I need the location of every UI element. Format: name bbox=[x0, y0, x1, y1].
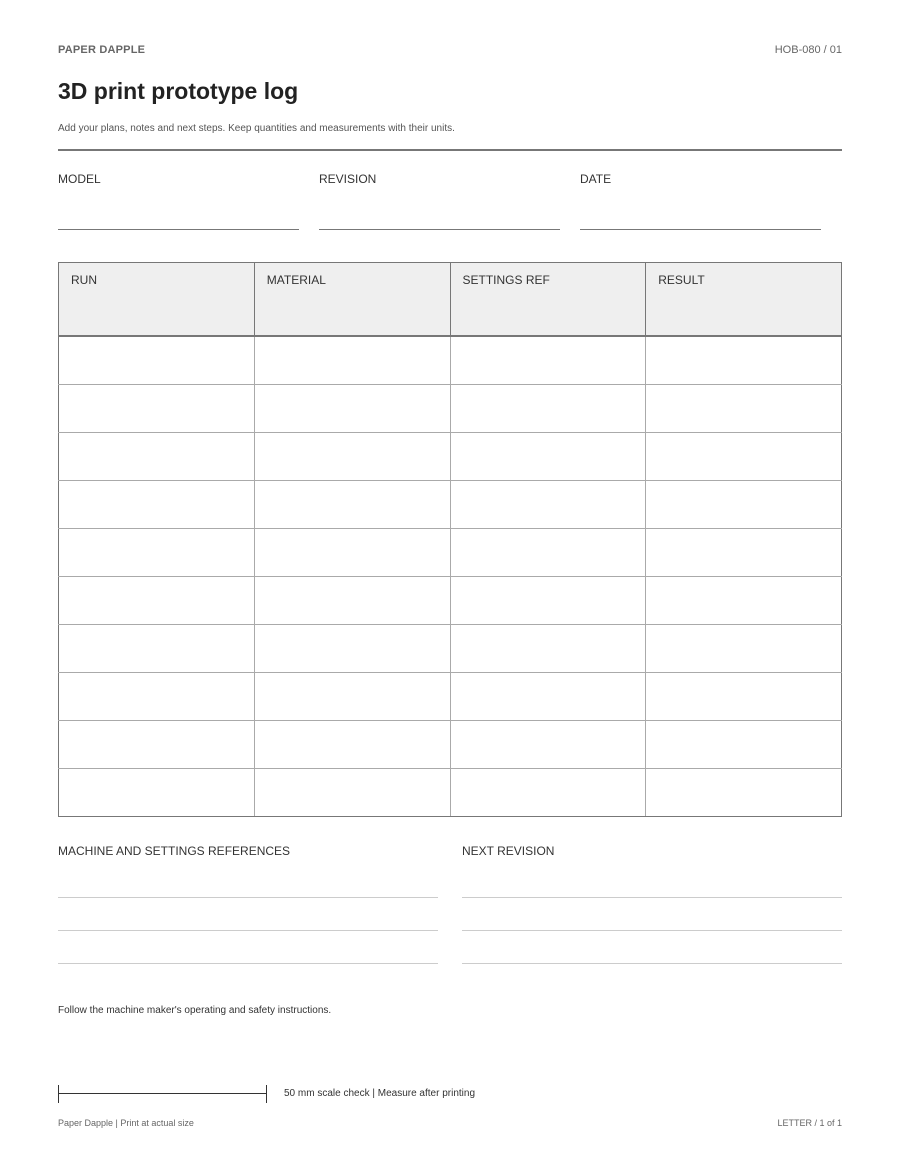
cell-material[interactable] bbox=[254, 481, 450, 529]
cell-run[interactable] bbox=[59, 577, 255, 625]
cell-material[interactable] bbox=[254, 529, 450, 577]
scale-bar-end-tick bbox=[266, 1085, 267, 1103]
model-label: MODEL bbox=[58, 172, 101, 186]
cell-result[interactable] bbox=[646, 673, 842, 721]
next-revision-line[interactable] bbox=[462, 930, 842, 931]
cell-result[interactable] bbox=[646, 529, 842, 577]
brand-name: PAPER DAPPLE bbox=[58, 44, 146, 56]
model-field[interactable] bbox=[58, 229, 299, 230]
date-label: DATE bbox=[580, 172, 612, 186]
footer-left: Paper Dapple | Print at actual size bbox=[58, 1118, 194, 1128]
table-body bbox=[59, 336, 842, 817]
cell-run[interactable] bbox=[59, 481, 255, 529]
cell-material[interactable] bbox=[254, 769, 450, 817]
cell-settings-ref[interactable] bbox=[450, 385, 646, 433]
safety-notice: Follow the machine maker's operating and safety instructions. bbox=[58, 1005, 332, 1016]
page-subtitle: Add your plans, notes and next steps. Keep quantities and measurements with their units. bbox=[58, 123, 455, 134]
cell-run[interactable] bbox=[59, 625, 255, 673]
revision-field[interactable] bbox=[319, 229, 560, 230]
cell-settings-ref[interactable] bbox=[450, 721, 646, 769]
machine-references-line[interactable] bbox=[58, 930, 438, 931]
cell-material[interactable] bbox=[254, 721, 450, 769]
next-revision-line[interactable] bbox=[462, 897, 842, 898]
header-divider bbox=[58, 149, 842, 151]
prototype-log-table bbox=[58, 262, 842, 817]
column-header-material: MATERIAL bbox=[254, 263, 450, 337]
table-row bbox=[59, 769, 842, 817]
cell-run[interactable] bbox=[59, 529, 255, 577]
table-row bbox=[59, 577, 842, 625]
machine-references-label: MACHINE AND SETTINGS REFERENCES bbox=[58, 844, 291, 858]
column-header-run: RUN bbox=[59, 263, 255, 337]
cell-material[interactable] bbox=[254, 625, 450, 673]
cell-run[interactable] bbox=[59, 336, 255, 385]
machine-references-line[interactable] bbox=[58, 963, 438, 964]
footer-right: LETTER / 1 of 1 bbox=[777, 1118, 842, 1128]
table-row bbox=[59, 673, 842, 721]
machine-references-line[interactable] bbox=[58, 897, 438, 898]
cell-run[interactable] bbox=[59, 721, 255, 769]
scale-bar-start-tick bbox=[58, 1085, 59, 1103]
cell-run[interactable] bbox=[59, 673, 255, 721]
cell-settings-ref[interactable] bbox=[450, 769, 646, 817]
table-row bbox=[59, 529, 842, 577]
cell-material[interactable] bbox=[254, 385, 450, 433]
cell-result[interactable] bbox=[646, 385, 842, 433]
cell-run[interactable] bbox=[59, 433, 255, 481]
cell-result[interactable] bbox=[646, 769, 842, 817]
column-header-settings-ref: SETTINGS REF bbox=[450, 263, 646, 337]
document-id: HOB-080 / 01 bbox=[774, 44, 842, 56]
cell-settings-ref[interactable] bbox=[450, 577, 646, 625]
cell-result[interactable] bbox=[646, 336, 842, 385]
revision-label: REVISION bbox=[319, 172, 377, 186]
next-revision-label: NEXT REVISION bbox=[462, 844, 555, 858]
cell-result[interactable] bbox=[646, 481, 842, 529]
cell-settings-ref[interactable] bbox=[450, 336, 646, 385]
cell-run[interactable] bbox=[59, 769, 255, 817]
cell-material[interactable] bbox=[254, 336, 450, 385]
cell-settings-ref[interactable] bbox=[450, 529, 646, 577]
cell-material[interactable] bbox=[254, 673, 450, 721]
table-row bbox=[59, 336, 842, 385]
page-title: 3D print prototype log bbox=[58, 78, 299, 104]
table-header-row bbox=[59, 263, 842, 337]
cell-result[interactable] bbox=[646, 625, 842, 673]
table-row bbox=[59, 481, 842, 529]
table-row bbox=[59, 625, 842, 673]
cell-result[interactable] bbox=[646, 433, 842, 481]
column-header-result: RESULT bbox=[646, 263, 842, 337]
date-field[interactable] bbox=[580, 229, 821, 230]
cell-material[interactable] bbox=[254, 577, 450, 625]
next-revision-line[interactable] bbox=[462, 963, 842, 964]
cell-settings-ref[interactable] bbox=[450, 481, 646, 529]
cell-settings-ref[interactable] bbox=[450, 433, 646, 481]
scale-check-label: 50 mm scale check | Measure after printing bbox=[284, 1088, 476, 1099]
scale-bar bbox=[58, 1093, 267, 1094]
table-row bbox=[59, 385, 842, 433]
cell-settings-ref[interactable] bbox=[450, 625, 646, 673]
cell-material[interactable] bbox=[254, 433, 450, 481]
cell-run[interactable] bbox=[59, 385, 255, 433]
table-row bbox=[59, 433, 842, 481]
cell-result[interactable] bbox=[646, 721, 842, 769]
cell-settings-ref[interactable] bbox=[450, 673, 646, 721]
table-row bbox=[59, 721, 842, 769]
cell-result[interactable] bbox=[646, 577, 842, 625]
